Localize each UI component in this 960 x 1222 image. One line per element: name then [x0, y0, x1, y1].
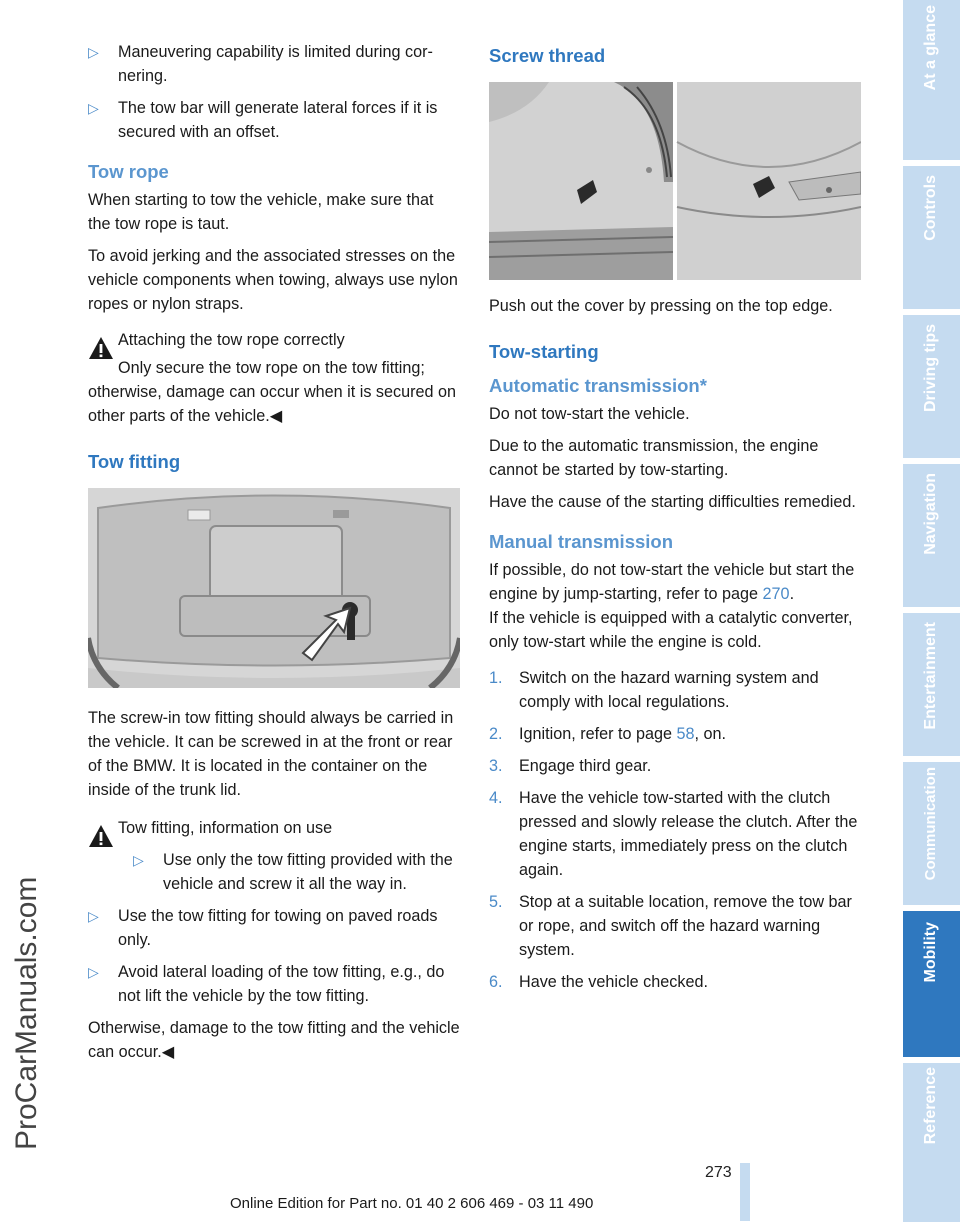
- list-item: ▷ The tow bar will generate lateral forces if it is secured with an offset.: [88, 96, 460, 144]
- list-item: ▷ Use only the tow fitting provided with the vehicle and screw it all the way in.: [133, 848, 460, 896]
- tab-navigation[interactable]: Navigation: [903, 464, 960, 607]
- list-item: ▷ Use the tow fitting for towing on paved roads only.: [88, 904, 460, 952]
- tab-communication[interactable]: Communication: [903, 762, 960, 905]
- warning-triangle-icon: [88, 336, 114, 360]
- warning-triangle-icon: [88, 824, 114, 848]
- bullet-triangle-icon: ▷: [88, 964, 99, 980]
- trunk-lid-photo: [88, 488, 460, 688]
- list-item: 2. Ignition, refer to page 58, on.: [489, 725, 726, 743]
- trunk-lid-illustration: [88, 488, 460, 688]
- list-item: 1. Switch on the hazard warning system and comply with local regulations.: [489, 669, 819, 711]
- automatic-transmission-heading: Automatic transmission*: [489, 375, 707, 396]
- tab-controls[interactable]: Controls: [903, 166, 960, 309]
- tab-mobility[interactable]: Mobility: [903, 911, 960, 1057]
- bullet-triangle-icon: ▷: [88, 44, 99, 60]
- screw-thread-photos: [489, 82, 861, 280]
- tow-starting-heading: Tow-starting: [489, 341, 599, 362]
- bullet-triangle-icon: ▷: [88, 100, 99, 116]
- warning-body: Only secure the tow rope on the tow fitting; otherwise, damage can occur when it is secured on other parts of the vehicle.◀: [88, 359, 457, 425]
- warning-title: Attaching the tow rope correctly: [118, 331, 345, 349]
- page-number: 273: [705, 1164, 732, 1181]
- paragraph: Otherwise, damage to the tow fitting and the vehicle can occur.◀: [88, 1019, 460, 1061]
- paragraph: To avoid jerking and the associated stresses on the vehicle components when towing, always use nylon ropes or nylon straps.: [88, 247, 458, 313]
- right-column: [489, 44, 861, 1002]
- bumper-illustration: [489, 82, 861, 280]
- list-item: ▷ Maneuvering capability is limited during cornering.: [88, 40, 460, 88]
- paragraph: If possible, do not tow-start the vehicle but start the engine by jump-starting, refer to page 270.: [489, 561, 855, 603]
- warning-block: [88, 816, 460, 896]
- tab-reference[interactable]: Reference: [903, 1063, 960, 1222]
- page-number-bar: [740, 1163, 750, 1221]
- watermark: ProCarManuals.com: [10, 876, 43, 1150]
- tab-entertainment[interactable]: Entertainment: [903, 613, 960, 756]
- screw-thread-heading: Screw thread: [489, 45, 606, 66]
- paragraph: Do not tow-start the vehicle.: [489, 405, 690, 423]
- list-item: 3. Engage third gear.: [489, 757, 652, 775]
- footer: Online Edition for Part no. 01 40 2 606 469 - 03 11 490: [230, 1195, 594, 1212]
- list-item: 6. Have the vehicle checked.: [489, 973, 708, 991]
- list-item: 4. Have the vehicle tow-started with the clutch pressed and slowly release the clutch. After the engine starts, immediately press on the clutch again.: [489, 789, 858, 879]
- tow-fitting-heading: Tow fitting: [88, 451, 181, 472]
- chapter-sidebar: [903, 0, 960, 1222]
- caption: Push out the cover by pressing on the top edge.: [489, 297, 833, 315]
- page-58-link[interactable]: 58: [676, 725, 695, 743]
- warning-block: [88, 328, 460, 428]
- list-item: ▷ Avoid lateral loading of the tow fitting, e.g., do not lift the vehicle by the tow fitting.: [88, 960, 460, 1008]
- paragraph: Have the cause of the starting difficulties remedied.: [489, 493, 856, 511]
- bullet-triangle-icon: ▷: [88, 908, 99, 924]
- tow-rope-heading: Tow rope: [88, 161, 169, 182]
- paragraph: The screw-in tow fitting should always be carried in the vehicle. It can be screwed in at the front or rear of the BMW. It is located in the container on the inside of the trunk lid.: [88, 709, 454, 799]
- left-column: [88, 40, 460, 1072]
- bullet-triangle-icon: ▷: [133, 852, 144, 868]
- list-item: 5. Stop at a suitable location, remove the tow bar or rope, and switch off the hazard warning system.: [489, 893, 852, 959]
- manual-transmission-heading: Manual transmission: [489, 531, 674, 552]
- warning-title: Tow fitting, information on use: [118, 819, 333, 837]
- tab-at-a-glance[interactable]: At a glance: [903, 0, 960, 160]
- tab-driving-tips[interactable]: Driving tips: [903, 315, 960, 458]
- paragraph: When starting to tow the vehicle, make sure that the tow rope is taut.: [88, 191, 434, 233]
- paragraph: If the vehicle is equipped with a catalytic converter, only tow-start while the engine is cold.: [489, 609, 853, 651]
- paragraph: Due to the automatic transmission, the engine cannot be started by tow-starting.: [489, 437, 819, 479]
- page-270-link[interactable]: 270: [762, 585, 790, 603]
